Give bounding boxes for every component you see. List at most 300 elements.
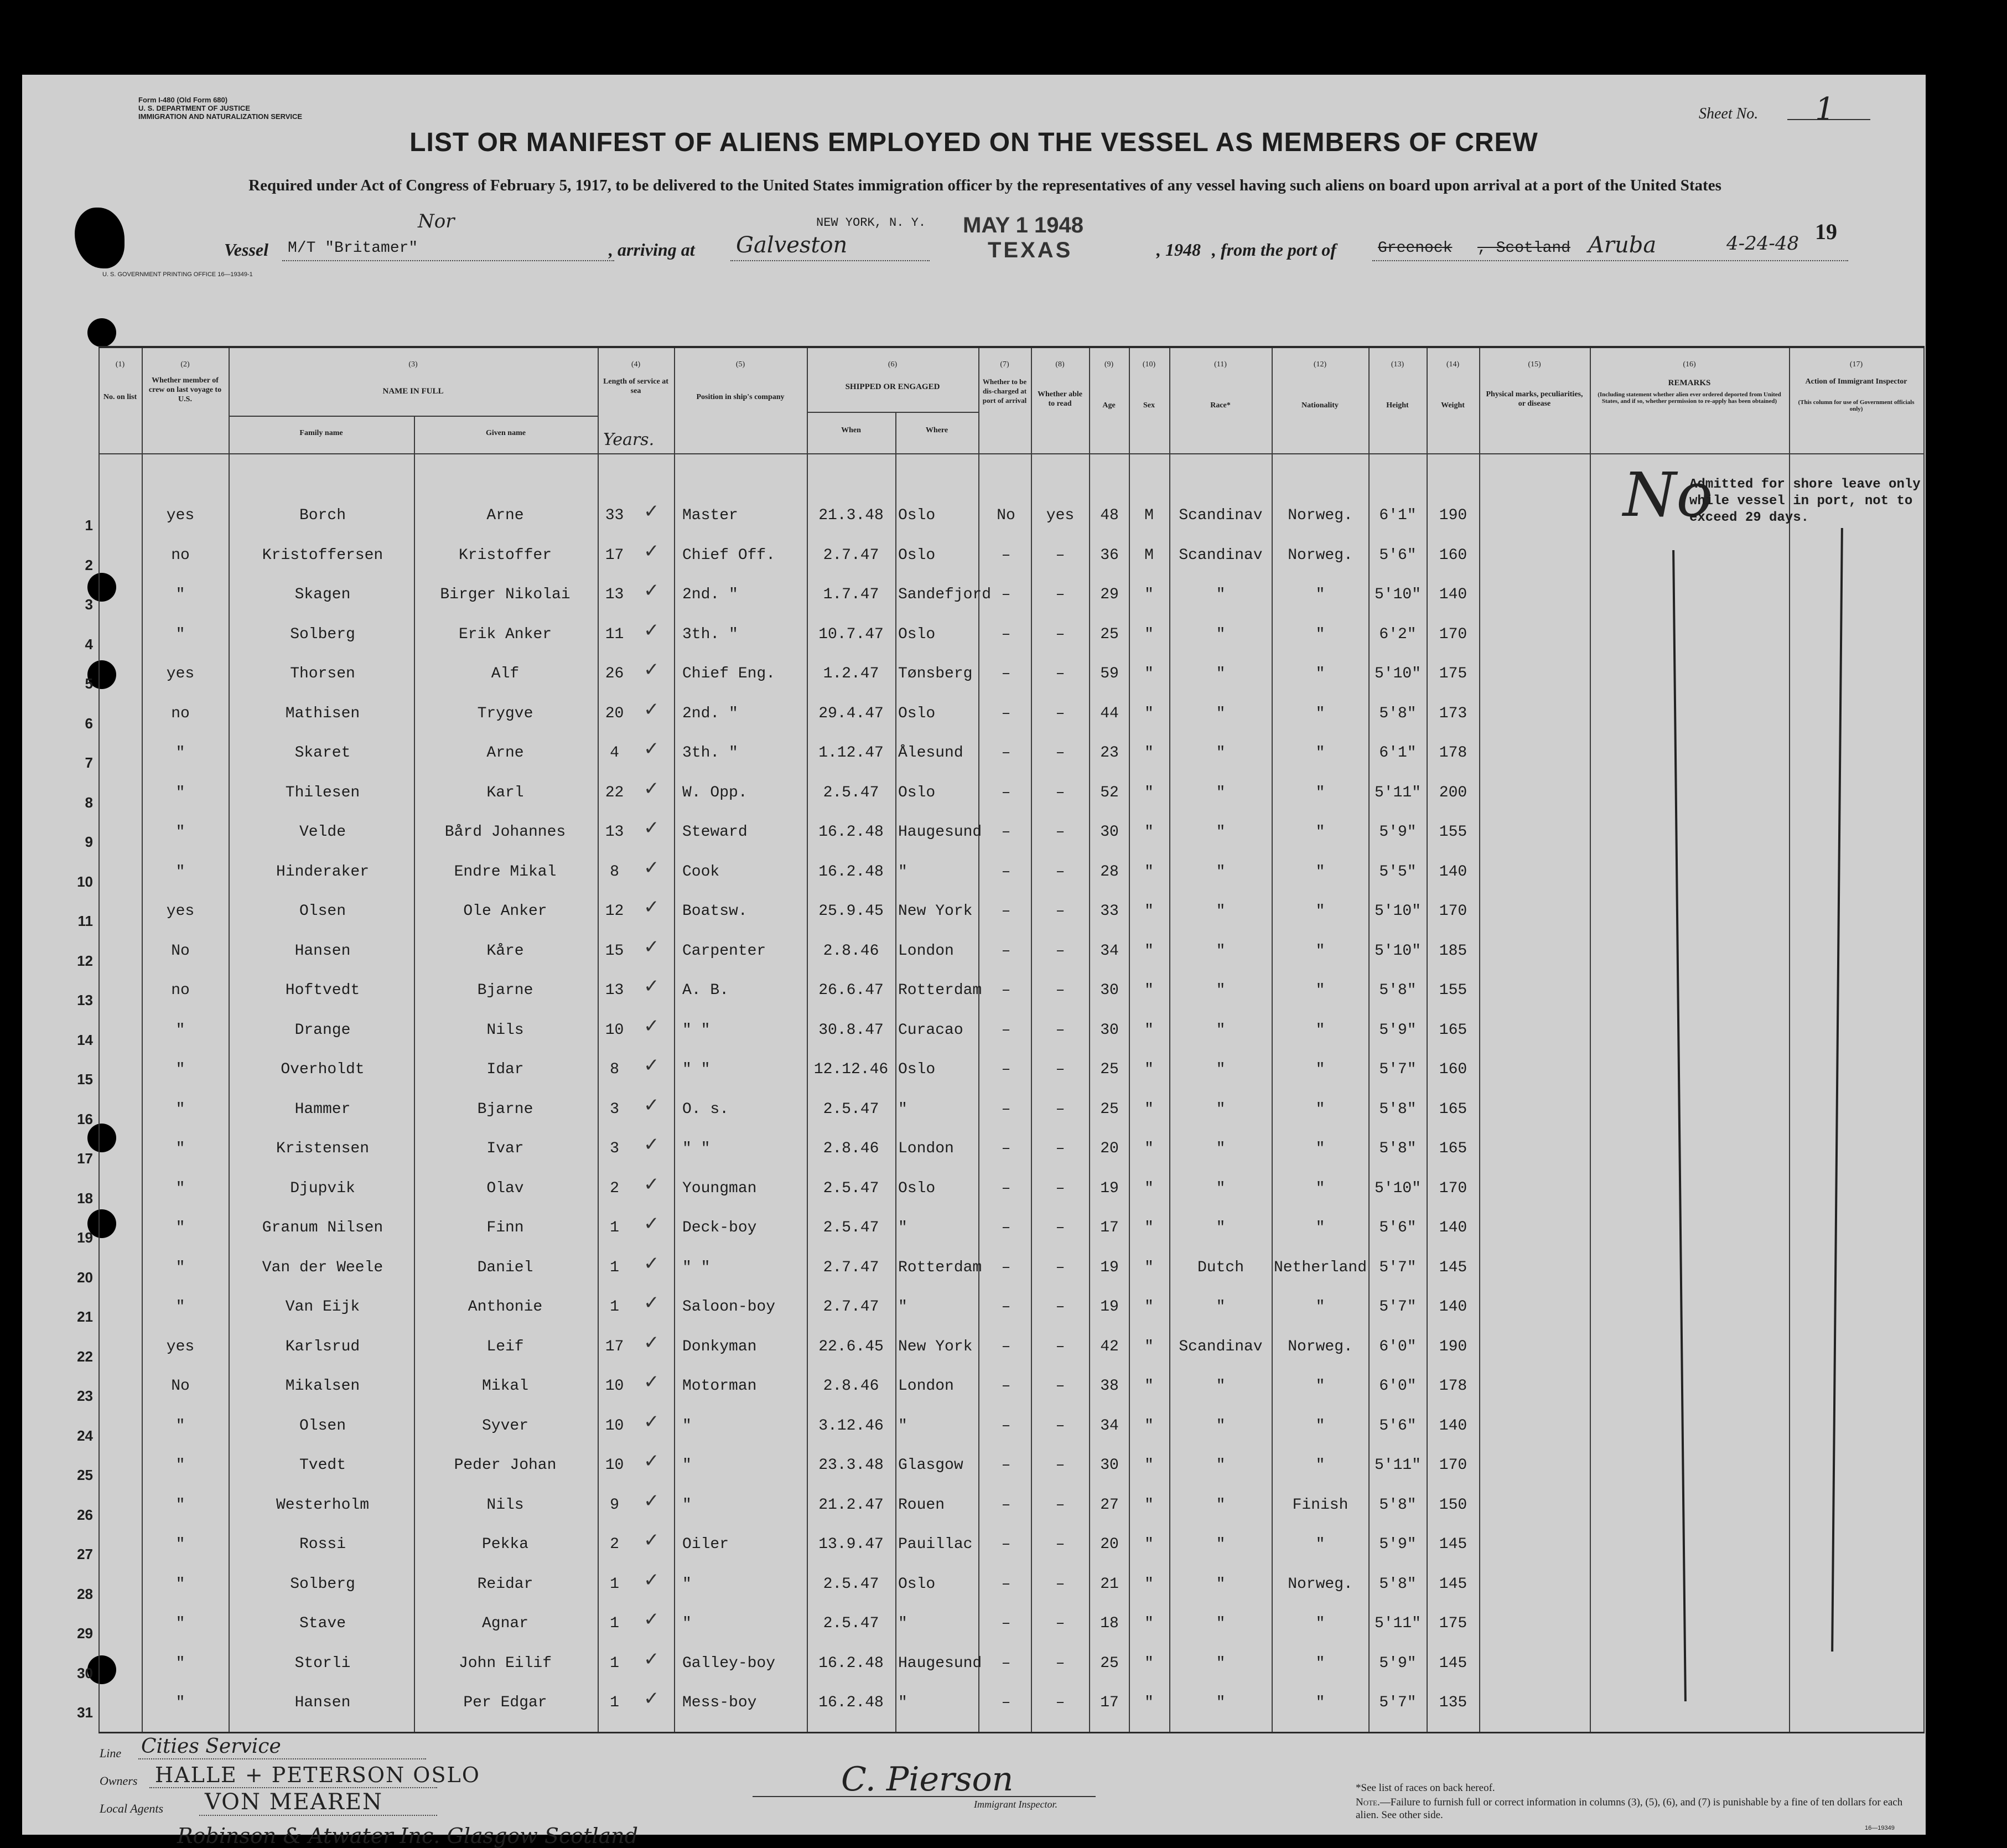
cell-service-years: 17: [605, 1338, 624, 1355]
cell-member-last-voyage: ": [175, 1298, 185, 1316]
cell-race: ": [1216, 942, 1226, 960]
check-mark-icon: ✓: [644, 579, 660, 602]
col-header-name: NAME IN FULL: [382, 387, 444, 396]
cell-shipped-where: Sandefjord: [898, 586, 992, 603]
row-number: 31: [77, 1704, 93, 1721]
table-row: [85, 659, 1925, 692]
cell-shipped-where: ": [898, 1100, 907, 1118]
cell-able-to-read: –: [1055, 665, 1065, 682]
table-row: [77, 935, 1925, 969]
cell-position: W. Opp.: [682, 784, 748, 801]
cell-sex: M: [1144, 507, 1154, 524]
cell-discharged: –: [1001, 1140, 1011, 1157]
arrival-year: , 1948: [1157, 240, 1201, 260]
cell-family-name: Mathisen: [285, 705, 360, 722]
cell-service-years: 1: [610, 1654, 619, 1672]
cell-sex: ": [1144, 1298, 1154, 1316]
cell-sex: ": [1144, 942, 1154, 960]
cell-height: 5'9": [1379, 824, 1417, 841]
cell-height: 6'1": [1379, 507, 1417, 524]
check-mark-icon: ✓: [644, 659, 660, 681]
line-value: Cities Service: [141, 1735, 281, 1758]
table-row: [77, 1054, 1925, 1088]
cell-race: ": [1216, 1615, 1226, 1632]
cell-weight: 190: [1439, 507, 1467, 524]
table-row: [85, 777, 1925, 811]
cell-member-last-voyage: ": [175, 1179, 185, 1197]
check-mark-icon: ✓: [644, 1371, 660, 1393]
cell-able-to-read: –: [1055, 1694, 1065, 1711]
cell-position: Mess-boy: [682, 1694, 757, 1711]
cell-nationality: ": [1315, 1140, 1325, 1157]
cell-sex: ": [1144, 1654, 1154, 1672]
cell-position: Steward: [682, 824, 748, 841]
year-stamp: 19: [1815, 219, 1837, 244]
cell-nationality: ": [1315, 863, 1325, 881]
cell-position: Donkyman: [682, 1338, 757, 1355]
col-header-remarks: REMARKS: [1668, 379, 1711, 387]
cell-sex: ": [1144, 586, 1154, 603]
row-number: 22: [77, 1348, 93, 1365]
row-number: 15: [77, 1071, 93, 1088]
cell-sex: ": [1144, 1140, 1154, 1157]
cell-sex: ": [1144, 1496, 1154, 1514]
cell-able-to-read: –: [1055, 1654, 1065, 1672]
cell-shipped-when: 23.3.48: [818, 1457, 884, 1474]
cell-shipped-where: Haugesund: [898, 1654, 982, 1672]
cell-age: 34: [1100, 1417, 1119, 1435]
cell-nationality: ": [1315, 824, 1325, 841]
cell-race: ": [1216, 1536, 1226, 1553]
cell-sex: ": [1144, 1259, 1154, 1276]
cell-shipped-when: 2.5.47: [823, 1219, 879, 1236]
from-port-printed: Greenock: [1378, 240, 1453, 257]
cell-age: 28: [1100, 863, 1119, 881]
cell-race: ": [1216, 586, 1226, 603]
cell-age: 30: [1100, 1457, 1119, 1474]
check-mark-icon: ✓: [644, 1252, 660, 1275]
col-num-16: (16): [1683, 360, 1696, 369]
cell-discharged: –: [1001, 1536, 1011, 1553]
check-mark-icon: ✓: [644, 500, 660, 522]
check-mark-icon: ✓: [644, 817, 660, 839]
grid-line: [229, 416, 598, 417]
cell-family-name: Hinderaker: [276, 863, 370, 881]
cell-age: 48: [1100, 507, 1119, 524]
table-row: [77, 1133, 1925, 1167]
cell-sex: ": [1144, 982, 1154, 999]
cell-shipped-when: 16.2.48: [818, 863, 884, 881]
cell-shipped-when: 25.9.45: [818, 903, 884, 920]
cell-member-last-voyage: ": [175, 1140, 185, 1157]
from-port-label: , from the port of: [1212, 240, 1336, 260]
row-number: 6: [85, 715, 93, 732]
cell-service-years: 13: [605, 824, 624, 841]
cell-given-name: Ivar: [486, 1140, 524, 1157]
cell-given-name: Idar: [486, 1061, 524, 1078]
cell-able-to-read: –: [1055, 863, 1065, 881]
cell-shipped-when: 2.7.47: [823, 1259, 879, 1276]
cell-given-name: Agnar: [481, 1615, 528, 1632]
cell-shipped-where: Oslo: [898, 507, 936, 524]
cell-shipped-where: Oslo: [898, 705, 936, 722]
cell-race: ": [1216, 903, 1226, 920]
col-header-member: Whether member of crew on last voyage to U.S.: [148, 376, 222, 403]
sheet-no-value: 1: [1815, 91, 1835, 127]
cell-height: 5'9": [1379, 1536, 1417, 1553]
cell-service-years: 3: [610, 1140, 619, 1157]
cell-shipped-where: London: [898, 1378, 954, 1395]
cell-given-name: Mikal: [481, 1378, 528, 1395]
cell-able-to-read: –: [1055, 1615, 1065, 1632]
cell-age: 17: [1100, 1694, 1119, 1711]
cell-shipped-when: 10.7.47: [818, 625, 884, 643]
cell-shipped-when: 21.2.47: [818, 1496, 884, 1514]
check-mark-icon: ✓: [644, 856, 660, 879]
cell-given-name: Arne: [486, 744, 524, 762]
cell-weight: 140: [1439, 586, 1467, 603]
cell-sex: ": [1144, 863, 1154, 881]
table-row: [77, 1450, 1925, 1483]
cell-height: 5'8": [1379, 1575, 1417, 1593]
row-number: 27: [77, 1546, 93, 1562]
cell-family-name: Tvedt: [299, 1457, 346, 1474]
cell-sex: ": [1144, 705, 1154, 722]
col-header-weight: Weight: [1441, 401, 1465, 410]
cell-service-years: 11: [605, 625, 624, 643]
row-number: 9: [85, 834, 93, 850]
cell-member-last-voyage: ": [175, 1615, 185, 1632]
table-row: [77, 1608, 1925, 1642]
cell-service-years: 22: [605, 784, 624, 801]
cell-family-name: Hansen: [294, 1694, 351, 1711]
cell-family-name: Skagen: [294, 586, 351, 603]
cell-discharged: –: [1001, 1417, 1011, 1435]
cell-given-name: Finn: [486, 1219, 524, 1236]
cell-nationality: ": [1315, 1179, 1325, 1197]
cell-service-years: 1: [610, 1615, 619, 1632]
cell-member-last-voyage: ": [175, 1457, 185, 1474]
page-subtitle: Required under Act of Congress of February 5, 1917, to be delivered to the United States immigration officer by the representatives of any vessel having such aliens on board upon arrival at a port of the United States: [248, 177, 1721, 194]
cell-weight: 178: [1439, 1378, 1467, 1395]
cell-able-to-read: –: [1055, 784, 1065, 801]
cell-age: 29: [1100, 586, 1119, 603]
line-underline: [138, 1758, 426, 1759]
cell-race: ": [1216, 982, 1226, 999]
cell-discharged: –: [1001, 625, 1011, 643]
cell-shipped-where: Oslo: [898, 1179, 936, 1197]
cell-race: ": [1216, 1021, 1226, 1039]
col-header-position: Position in ship's company: [696, 393, 785, 401]
from-country-printed: , Scotland: [1477, 240, 1571, 257]
col-header-action-sub: (This column for use of Government officials only): [1798, 399, 1915, 412]
manifest-table: [77, 346, 1925, 1733]
cell-position: Carpenter: [682, 942, 766, 960]
col-num-1: (1): [115, 360, 125, 369]
cell-nationality: Norweg.: [1288, 1575, 1353, 1593]
owners-underline: [149, 1787, 437, 1788]
cell-height: 5'6": [1379, 1219, 1417, 1236]
cell-shipped-where: Rotterdam: [898, 1259, 982, 1276]
inspector-signature: C. Pierson: [841, 1760, 1014, 1799]
cell-height: 5'8": [1379, 982, 1417, 999]
cell-shipped-when: 3.12.46: [818, 1417, 884, 1435]
row-number: 29: [77, 1625, 93, 1642]
table-row: [85, 579, 1925, 613]
cell-position: ": [682, 1575, 692, 1593]
row-number: 26: [77, 1506, 93, 1523]
cell-weight: 178: [1439, 744, 1467, 762]
cell-sex: ": [1144, 903, 1154, 920]
check-mark-icon: ✓: [644, 1094, 660, 1116]
arriving-label: , arriving at: [609, 240, 695, 260]
cell-able-to-read: –: [1055, 1338, 1065, 1355]
table-row: [77, 1371, 1925, 1404]
cell-shipped-when: 22.6.45: [818, 1338, 884, 1355]
cell-discharged: –: [1001, 942, 1011, 960]
from-port-underline: [1372, 260, 1848, 261]
cell-shipped-where: ": [898, 1298, 907, 1316]
cell-shipped-where: ": [898, 1417, 907, 1435]
cell-discharged: –: [1001, 1179, 1011, 1197]
cell-shipped-when: 2.8.46: [823, 1140, 879, 1157]
form-line-3: IMMIGRATION AND NATURALIZATION SERVICE: [138, 112, 303, 121]
table-row: [77, 1213, 1925, 1246]
cell-family-name: Olsen: [299, 1417, 346, 1435]
table-row: [85, 540, 1925, 573]
cell-height: 5'7": [1379, 1694, 1417, 1711]
check-mark-icon: ✓: [644, 1569, 660, 1591]
check-mark-icon: ✓: [644, 935, 660, 958]
col-num-5: (5): [735, 360, 745, 369]
cell-nationality: ": [1315, 1654, 1325, 1672]
cell-able-to-read: –: [1055, 744, 1065, 762]
check-mark-icon: ✓: [644, 1054, 660, 1076]
col-header-nationality: Nationality: [1301, 401, 1339, 410]
cell-member-last-voyage: ": [175, 863, 185, 881]
row-number: 11: [77, 913, 93, 929]
cell-weight: 165: [1439, 1021, 1467, 1039]
cell-given-name: Erik Anker: [458, 625, 552, 643]
cell-member-last-voyage: ": [175, 1575, 185, 1593]
cell-member-last-voyage: ": [175, 1496, 185, 1514]
cell-discharged: –: [1001, 705, 1011, 722]
cell-race: ": [1216, 863, 1226, 881]
cell-service-years: 1: [610, 1298, 619, 1316]
cell-weight: 173: [1439, 705, 1467, 722]
cell-discharged: –: [1001, 903, 1011, 920]
cell-shipped-when: 2.5.47: [823, 1100, 879, 1118]
cell-race: ": [1216, 1061, 1226, 1078]
cell-able-to-read: –: [1055, 1457, 1065, 1474]
cell-position: ": [682, 1615, 692, 1632]
cell-race: ": [1216, 1457, 1226, 1474]
cell-position: Chief Off.: [682, 546, 776, 564]
cell-age: 21: [1100, 1575, 1119, 1593]
cell-weight: 175: [1439, 665, 1467, 682]
cell-weight: 200: [1439, 784, 1467, 801]
cell-age: 19: [1100, 1179, 1119, 1197]
check-mark-icon: ✓: [644, 1489, 660, 1512]
service-unit: Years.: [603, 430, 655, 449]
cell-member-last-voyage: ": [175, 586, 185, 603]
cell-height: 5'8": [1379, 705, 1417, 722]
cell-age: 25: [1100, 1654, 1119, 1672]
cell-member-last-voyage: yes: [166, 1338, 195, 1355]
cell-member-last-voyage: no: [171, 705, 190, 722]
cell-nationality: ": [1315, 625, 1325, 643]
check-mark-icon: ✓: [644, 1608, 660, 1630]
table-row: [77, 975, 1925, 1008]
cell-nationality: ": [1315, 784, 1325, 801]
col-header-discharged: Whether to be dis-charged at port of arrival: [982, 377, 1027, 405]
cell-family-name: Thilesen: [285, 784, 360, 801]
cell-able-to-read: –: [1055, 1140, 1065, 1157]
cell-weight: 170: [1439, 903, 1467, 920]
col-num-8: (8): [1055, 360, 1065, 369]
cell-given-name: Daniel: [477, 1259, 533, 1276]
col-header-given: Given name: [486, 429, 526, 437]
cell-shipped-when: 2.5.47: [823, 784, 879, 801]
cell-weight: 145: [1439, 1575, 1467, 1593]
cell-weight: 145: [1439, 1259, 1467, 1276]
check-mark-icon: ✓: [644, 1292, 660, 1314]
table-row: [77, 1094, 1925, 1127]
vessel-label: Vessel: [224, 240, 268, 260]
cell-nationality: Norweg.: [1288, 546, 1353, 564]
cell-position: ": [682, 1417, 692, 1435]
cell-position: Youngman: [682, 1179, 757, 1197]
cell-nationality: ": [1315, 744, 1325, 762]
cell-given-name: Peder Johan: [454, 1457, 557, 1474]
fine-note: [1356, 1796, 1909, 1821]
cell-shipped-where: Curacao: [898, 1021, 963, 1039]
cell-race: ": [1216, 705, 1226, 722]
form-line-1: Form I-480 (Old Form 680): [138, 96, 228, 104]
cell-nationality: ": [1315, 903, 1325, 920]
table-row: [77, 1252, 1925, 1286]
cell-service-years: 10: [605, 1021, 624, 1039]
cell-age: 59: [1100, 665, 1119, 682]
cell-discharged: –: [1001, 1338, 1011, 1355]
cell-age: 52: [1100, 784, 1119, 801]
cell-discharged: –: [1001, 1694, 1011, 1711]
cell-shipped-where: Oslo: [898, 625, 936, 643]
cell-sex: ": [1144, 1536, 1154, 1553]
col-header-height: Height: [1386, 401, 1409, 410]
cell-given-name: Bjarne: [477, 982, 533, 999]
cell-sex: ": [1144, 1457, 1154, 1474]
cell-race: Dutch: [1197, 1259, 1244, 1276]
cell-shipped-when: 2.8.46: [823, 1378, 879, 1395]
cell-discharged: –: [1001, 1575, 1011, 1593]
table-row: [77, 1489, 1925, 1523]
cell-sex: ": [1144, 1338, 1154, 1355]
grid-line: [98, 453, 1925, 454]
cell-able-to-read: –: [1055, 1496, 1065, 1514]
cell-nationality: ": [1315, 1021, 1325, 1039]
cell-member-last-voyage: no: [171, 982, 190, 999]
col-num-15: (15): [1528, 360, 1541, 369]
cell-able-to-read: –: [1055, 1100, 1065, 1118]
cell-weight: 175: [1439, 1615, 1467, 1632]
vessel-underline: [282, 260, 614, 261]
cell-weight: 170: [1439, 1457, 1467, 1474]
cell-given-name: Endre Mikal: [454, 863, 557, 881]
cell-able-to-read: –: [1055, 824, 1065, 841]
cell-sex: ": [1144, 1417, 1154, 1435]
cell-position: Saloon-boy: [682, 1298, 776, 1316]
cell-family-name: Solberg: [290, 625, 355, 643]
cell-able-to-read: –: [1055, 982, 1065, 999]
cell-given-name: John Eilif: [458, 1654, 552, 1672]
cell-age: 25: [1100, 625, 1119, 643]
cell-able-to-read: –: [1055, 625, 1065, 643]
cell-given-name: Bård Johannes: [444, 824, 566, 841]
cell-race: ": [1216, 1378, 1226, 1395]
cell-shipped-when: 21.3.48: [818, 507, 884, 524]
check-mark-icon: ✓: [644, 1014, 660, 1037]
cell-service-years: 26: [605, 665, 624, 682]
cell-shipped-when: 26.6.47: [818, 982, 884, 999]
cell-position: Boatsw.: [682, 903, 748, 920]
cell-position: Cook: [682, 863, 720, 881]
cell-height: 5'6": [1379, 1417, 1417, 1435]
cell-shipped-where: Pauillac: [898, 1536, 973, 1553]
cell-race: Scandinav: [1179, 1338, 1263, 1355]
table-row: [77, 1410, 1925, 1444]
cell-discharged: –: [1001, 1496, 1011, 1514]
cell-weight: 160: [1439, 1061, 1467, 1078]
cell-able-to-read: –: [1055, 1378, 1065, 1395]
cell-race: ": [1216, 1179, 1226, 1197]
check-mark-icon: ✓: [644, 1331, 660, 1354]
table-row: [77, 1292, 1925, 1325]
cell-family-name: Kristoffersen: [262, 546, 383, 564]
cell-discharged: –: [1001, 1378, 1011, 1395]
table-row: [85, 619, 1925, 653]
check-mark-icon: ✓: [644, 540, 660, 562]
cell-age: 18: [1100, 1615, 1119, 1632]
cell-family-name: Westerholm: [276, 1496, 370, 1514]
cell-age: 36: [1100, 546, 1119, 564]
cell-given-name: Ole Anker: [463, 903, 547, 920]
cell-member-last-voyage: ": [175, 1259, 185, 1276]
cell-height: 5'7": [1379, 1259, 1417, 1276]
cell-given-name: Kristoffer: [458, 546, 552, 564]
cell-shipped-where: ": [898, 863, 907, 881]
cell-weight: 165: [1439, 1100, 1467, 1118]
cell-age: 44: [1100, 705, 1119, 722]
cell-service-years: 1: [610, 1694, 619, 1711]
cell-weight: 190: [1439, 1338, 1467, 1355]
cell-shipped-where: ": [898, 1219, 907, 1236]
cell-member-last-voyage: ": [175, 1417, 185, 1435]
cell-position: A. B.: [682, 982, 729, 999]
check-mark-icon: ✓: [644, 619, 660, 641]
cell-position: Motorman: [682, 1378, 757, 1395]
remarks-typed: Admitted for shore leave only while vessel in port, not to exceed 29 days.: [1689, 477, 1921, 525]
cell-given-name: Kåre: [486, 942, 524, 960]
races-note: *See list of races on back hereof.: [1356, 1782, 1495, 1794]
cell-shipped-where: Rotterdam: [898, 982, 982, 999]
cell-position: Galley-boy: [682, 1654, 776, 1672]
cell-nationality: ": [1315, 586, 1325, 603]
row-number: 4: [85, 635, 93, 653]
row-number: 19: [77, 1229, 93, 1246]
cell-position: " ": [682, 1140, 711, 1157]
cell-age: 42: [1100, 1338, 1119, 1355]
